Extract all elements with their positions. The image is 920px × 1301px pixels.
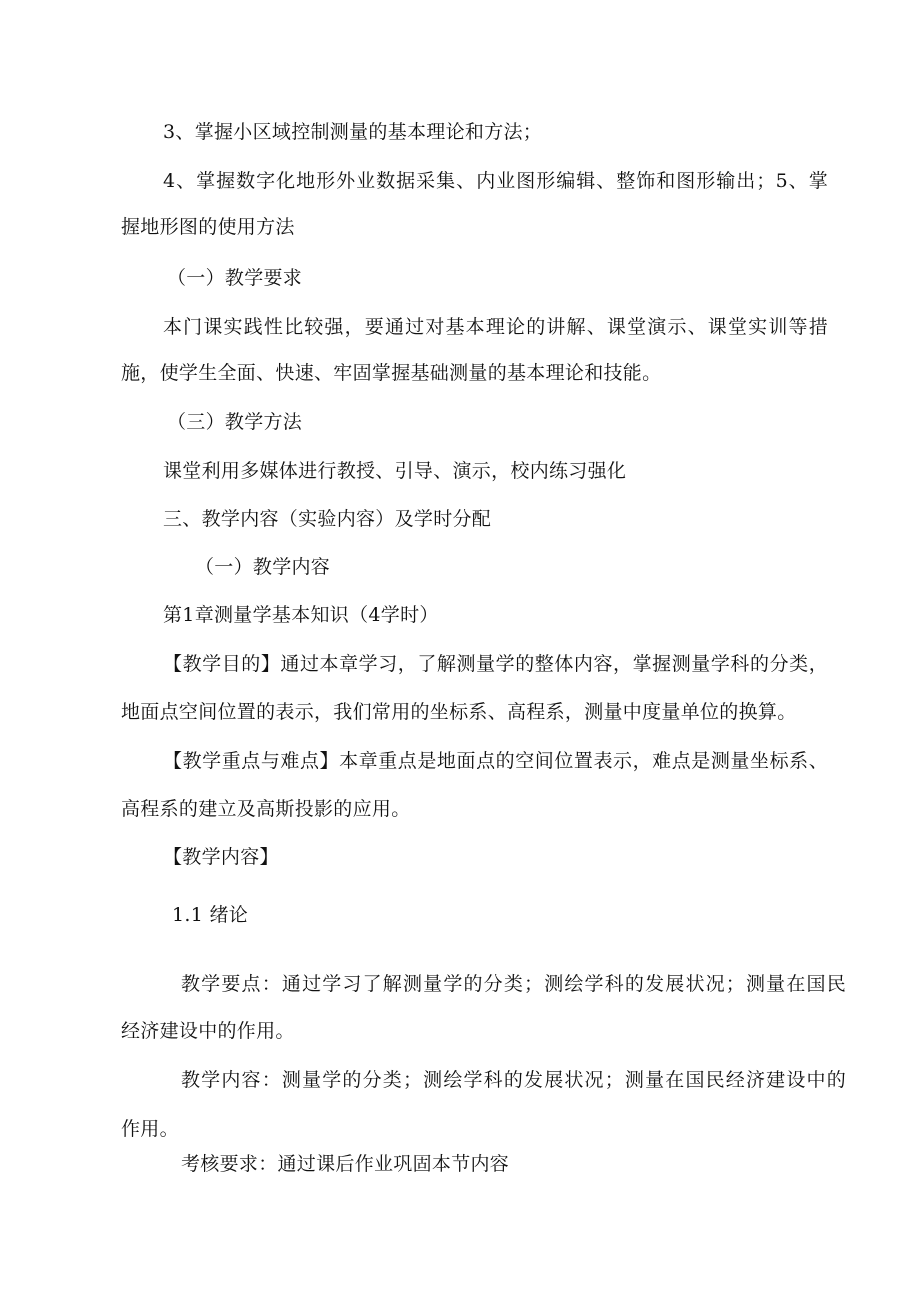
text-line-requirements-1: 本门课实践性比较强，要通过对基本理论的讲解、课堂演示、课堂实训等措 [163, 316, 828, 338]
text-line-content-section-2: 作用。 [121, 1118, 179, 1140]
text-line-objective-3: 3、掌握小区域控制测量的基本理论和方法； [163, 121, 543, 143]
text-line-key-points-section-1: 教学要点：通过学习了解测量学的分类；测绘学科的发展状况；测量在国民 [181, 973, 846, 995]
text-line-purpose-1: 【教学目的】通过本章学习，了解测量学的整体内容，掌握测量学科的分类， [163, 653, 828, 675]
section-heading-teaching-content: （一）教学内容 [195, 556, 331, 578]
text-line-key-points-2: 高程系的建立及高斯投影的应用。 [121, 798, 411, 820]
text-line-requirements-2: 施，使学生全面、快速、牢固掌握基础测量的基本理论和技能。 [121, 362, 662, 384]
text-line-assessment: 考核要求：通过课后作业巩固本节内容 [181, 1153, 510, 1175]
label-teaching-content: 【教学内容】 [163, 846, 279, 868]
text-line-objective-4: 4、掌握数字化地形外业数据采集、内业图形编辑、整饰和图形输出；5、掌 [163, 170, 828, 192]
section-title-1-1: 1.1 绪论 [172, 904, 249, 926]
text-line-content-section-1: 教学内容：测量学的分类；测绘学科的发展状况；测量在国民经济建设中的 [181, 1069, 846, 1091]
section-heading-content-and-hours: 三、教学内容（实验内容）及学时分配 [163, 508, 492, 530]
section-heading-teaching-requirements: （一）教学要求 [167, 267, 303, 289]
text-line-key-points-section-2: 经济建设中的作用。 [121, 1020, 295, 1042]
text-line-key-points-1: 【教学重点与难点】本章重点是地面点的空间位置表示，难点是测量坐标系、 [163, 750, 828, 772]
text-line-purpose-2: 地面点空间位置的表示，我们常用的坐标系、高程系，测量中度量单位的换算。 [121, 701, 797, 723]
section-heading-teaching-methods: （三）教学方法 [167, 411, 303, 433]
chapter-title-1: 第1章测量学基本知识（4学时） [163, 604, 439, 626]
text-line-objective-5-cont: 握地形图的使用方法 [121, 216, 295, 238]
text-line-methods: 课堂利用多媒体进行教授、引导、演示，校内练习强化 [163, 460, 627, 482]
